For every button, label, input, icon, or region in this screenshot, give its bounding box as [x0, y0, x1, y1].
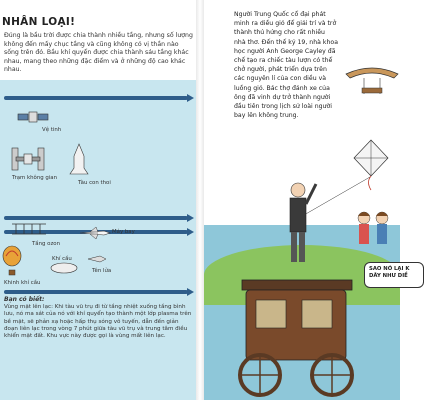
label-hot-air-balloon: Khinh khí cầu [4, 280, 41, 286]
fun-fact-note [4, 296, 192, 340]
space-station-icon [8, 146, 48, 172]
book-gutter [196, 0, 204, 400]
speech-bubble [364, 262, 424, 288]
page-title: NHÂN LOẠI! [2, 16, 76, 28]
ozone-ladder-icon [12, 222, 46, 236]
glider-icon [344, 60, 400, 100]
label-space-station: Trạm không gian [12, 175, 58, 181]
label-rocket: Tên lửa [92, 268, 112, 274]
layer-line-top [4, 96, 188, 100]
speech-line-2: DÂY NHƯ DIỀ [369, 273, 408, 279]
label-ozone: Tầng ozon [32, 241, 60, 247]
note-text: Vùng mặt lên lạc: Khi tàu vũ trụ đi từ tầng nhiệt xuống tầng bình lưu, nó ma sát của nó với khí quyển tạo thành một lớp plasma trên bề mặt, sẽ phản xạ hoặc hấp thụ sóng vô tuyến, dẫn đến giản đoạn liên lạc trong vòng 7 phút giữa tàu vũ trụ và trung tâm điều khiển mặt đất. Khu vực này được gọi là vùng mất liên lạc. [4, 304, 192, 340]
rocket-icon [88, 254, 106, 264]
atmosphere-layers-panel [0, 80, 196, 400]
left-page [0, 0, 196, 400]
intro-paragraph: Đúng là bầu trời được chia thành nhiều tầng, nhưng số lượng không đến mấy chục tầng và cũng không có vị thần nào sống trên đó. Bầu khí quyển được chia thành sáu tầng khác nhau, mang theo những đặc điểm và ở những độ cao khác nhau. [4, 32, 193, 74]
satellite-icon [18, 108, 48, 128]
story-paragraph: Người Trung Quốc cổ đại phát minh ra diều gió để giải trí và trở thành thú hứng cho rất nhiều nhà thơ. Đến thế kỷ 19, nhà khoa học người Anh George Cayley đã chế tạo ra chiếc tàu lượn có thể chở người, phát triển dựa trên các nguyên lí của con diều và luồng gió. Bác thợ đánh xe của ông đã vinh dự trở thành người đầu tiên trong lịch sử loài người bay lên không trung. [234, 11, 338, 120]
airship-icon [50, 262, 78, 274]
right-page [204, 0, 410, 400]
layer-line-upper [4, 216, 188, 220]
title-banner [0, 10, 83, 28]
label-airplane: Máy bay [112, 229, 135, 235]
label-satellite: Vệ tinh [42, 127, 62, 133]
space-shuttle-icon [70, 144, 88, 174]
airplane-icon [80, 226, 110, 240]
label-space-shuttle: Tàu con thoi [78, 180, 111, 186]
label-balloon: Khí cầu [52, 256, 72, 262]
speech-line-1: SAO NÓ LẠI K [369, 266, 410, 272]
carriage-illustration [232, 250, 362, 400]
children-figures [354, 210, 400, 250]
hot-air-balloon-icon [2, 246, 22, 276]
layer-line-lower [4, 290, 188, 294]
note-title: Bạn có biết: [4, 296, 45, 303]
